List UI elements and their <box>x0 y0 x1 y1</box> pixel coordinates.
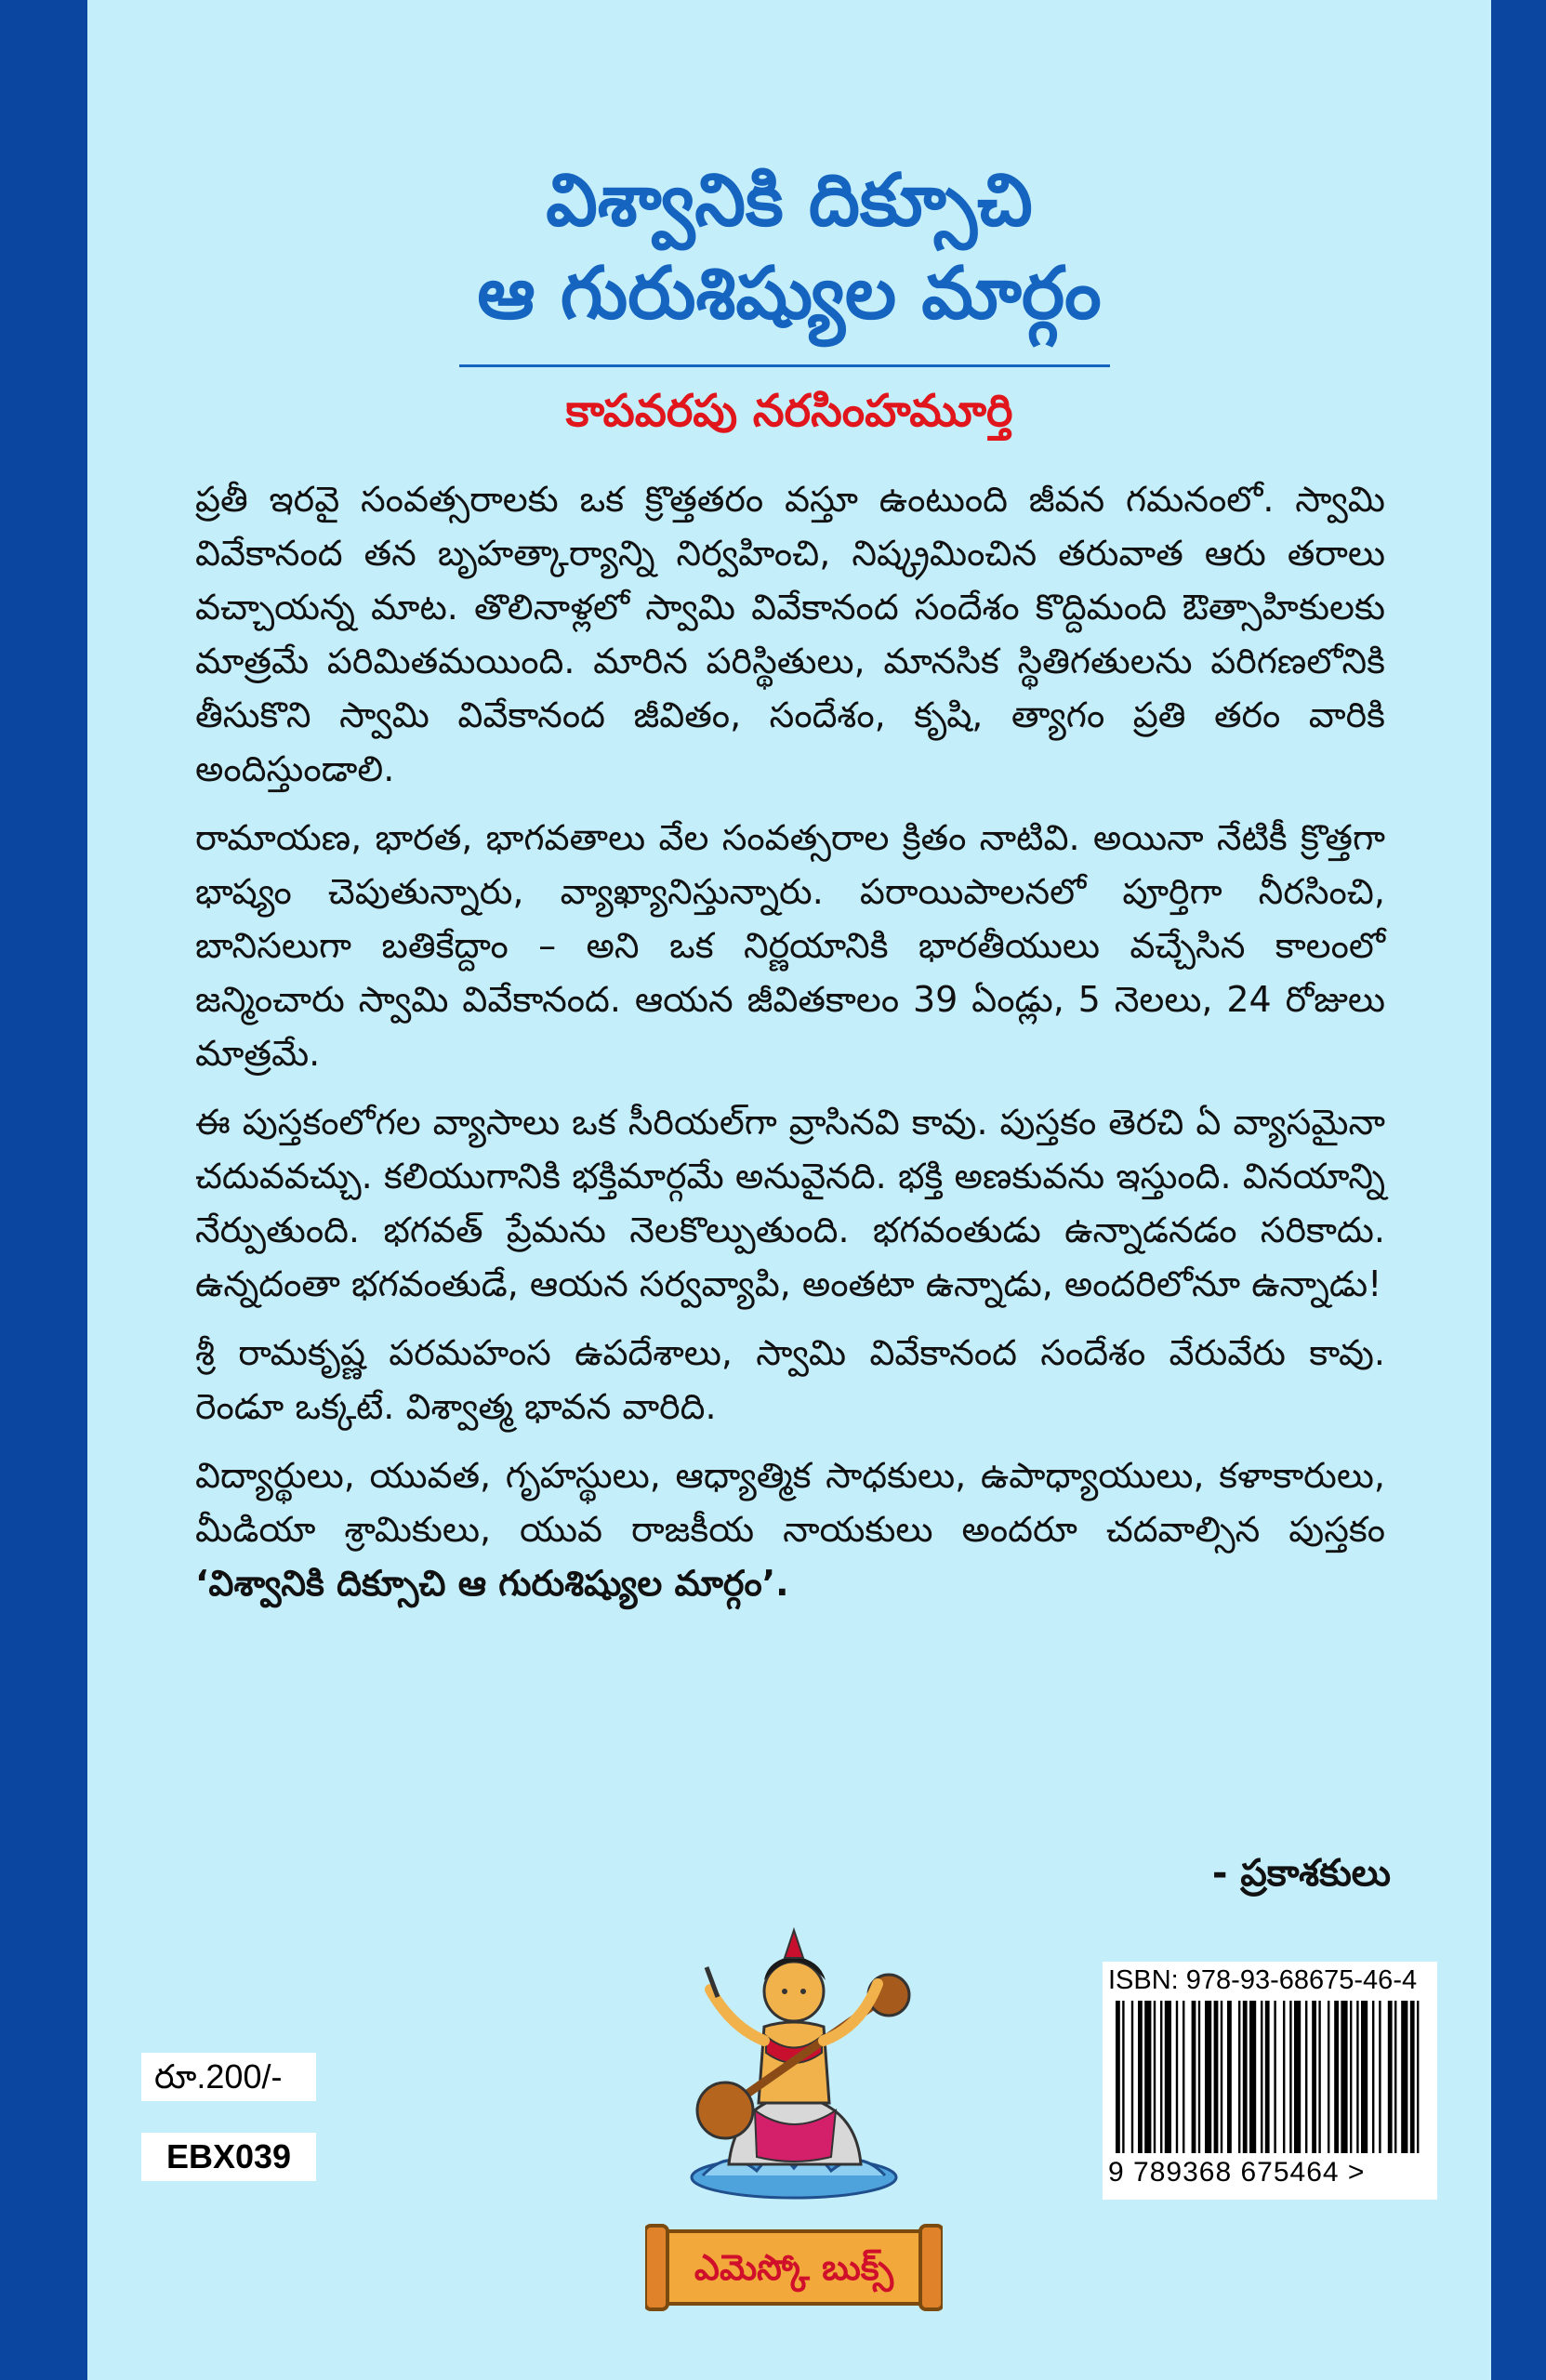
barcode-bar <box>1312 2001 1316 2153</box>
barcode-bar <box>1388 2001 1393 2153</box>
barcode-bar <box>1294 2001 1301 2153</box>
barcode-bar <box>1243 2001 1248 2153</box>
barcode-bar <box>1341 2001 1347 2153</box>
barcode-digits: 9 789368 675464 > <box>1108 2157 1366 2188</box>
barcode-bar <box>1261 2001 1262 2153</box>
barcode-bar <box>1356 2001 1358 2153</box>
blurb-paragraph-2: రామాయణ, భారత, భాగవతాలు వేల సంవత్సరాల క్రితం నాటివి. అయినా నేటికీ క్రొత్తగా భాష్యం చెపుతున్నారు, వ్యాఖ్యానిస్తున్నారు. పరాయిపాలనలో పూర్తిగా నీరసించి, బానిసలుగా బతికేద్దాం – అని ఒక నిర్ణయానికి భారతీయులు వచ్చేసిన కాలంలో జన్మించారు స్వామి వివేకానంద. ఆయన జీవితకాలం 39 ఏండ్లు, 5 నెలలు, 24 రోజులు మాత్రమే. <box>195 817 1385 1074</box>
saraswati-logo-icon <box>645 1887 943 2315</box>
publisher-signature: - ప్రకాశకులు <box>1211 1852 1391 1895</box>
barcode-bar <box>1334 2001 1339 2153</box>
barcode-bar <box>1328 2001 1329 2153</box>
barcode-bar <box>1410 2001 1415 2153</box>
barcode-bar <box>1283 2001 1285 2153</box>
barcode-bar <box>1176 2001 1178 2153</box>
barcode-bar <box>1144 2001 1151 2153</box>
barcode-bar <box>1318 2001 1320 2153</box>
barcode-bar <box>1221 2001 1222 2153</box>
barcode-bar <box>1198 2001 1200 2153</box>
barcode-bar <box>1379 2001 1381 2153</box>
barcode-bar <box>1122 2001 1124 2153</box>
barcode-bar <box>1205 2001 1211 2153</box>
blurb-paragraph-1: ప్రతీ ఇరవై సంవత్సరాలకు ఒక క్రొత్తతరం వస్తూ ఉంటుంది జీవన గమనంలో. స్వామి వివేకానంద తన బృహత్కార్యాన్ని నిర్వహించి, నిష్క్రమించిన తరువాత ఆరు తరాలు వచ్చాయన్న మాట. తొలినాళ్లలో స్వామి వివేకానంద సందేశం కొద్దిమంది ఔత్సాహికులకు మాత్రమే పరిమితమయింది. మారిన పరిస్థితులు, మానసిక స్థితిగతులను పరిగణలోనికి తీసుకొని స్వామి వివేకానంద జీవితం, సందేశం, కృషి, త్యాగం ప్రతి తరం వారికి అందిస్తుండాలి. <box>195 479 1385 789</box>
barcode-bar <box>1372 2001 1374 2153</box>
barcode-icon <box>1112 2001 1428 2155</box>
book-title-line2: ఆ గురుశిష్యుల మార్గం <box>477 252 1102 336</box>
barcode-bar <box>1249 2001 1256 2153</box>
publisher-logo-text: ఎమెస్కో బుక్స్ <box>694 2247 894 2288</box>
barcode-bar <box>1265 2001 1270 2153</box>
barcode-bar <box>1131 2001 1133 2153</box>
barcode-bar <box>1238 2001 1240 2153</box>
back-cover-panel <box>87 0 1491 2380</box>
barcode-bar <box>1289 2001 1291 2153</box>
blurb-text <box>195 472 1385 1625</box>
barcode-bar <box>1401 2001 1407 2153</box>
barcode-bar <box>1165 2001 1171 2153</box>
barcode-bar <box>1183 2001 1184 2153</box>
blurb-paragraph-5 <box>195 1448 1385 1610</box>
title-divider <box>459 364 1110 367</box>
product-code: EBX039 <box>141 2133 316 2181</box>
barcode-bar <box>1192 2001 1196 2153</box>
blurb-book-title-bold: ‘విశ్వానికి దిక్సూచి ఆ గురుశిష్యుల మార్గం’. <box>195 1563 789 1604</box>
barcode-bar <box>1350 2001 1352 2153</box>
barcode-bar <box>1154 2001 1156 2153</box>
barcode-bar <box>1116 2001 1120 2153</box>
barcode-bar <box>1138 2001 1143 2153</box>
barcode-bar <box>1160 2001 1162 2153</box>
author-name: కాపవరపు నరసింహమూర్తి <box>565 385 1013 437</box>
blurb-paragraph-4: శ్రీ రామకృష్ణ పరమహంస ఉపదేశాలు, స్వామి వివేకానంద సందేశం వేరువేరు కావు. రెండూ ఒక్కటే. విశ్వాత్మ భావన వారిది. <box>195 1332 1385 1427</box>
barcode-bar <box>1305 2001 1307 2153</box>
blurb-paragraph-3: ఈ పుస్తకంలోగల వ్యాసాలు ఒక సీరియల్‌గా వ్రాసినవి కావు. పుస్తకం తెరచి ఏ వ్యాసమైనా చదువవచ్చు. కలియుగానికి భక్తిమార్గమే అనువైనది. భక్తి అణకువను ఇస్తుంది. వినయాన్ని నేర్పుతుంది. భగవత్ ప్రేమను నెలకొల్పుతుంది. భగవంతుడు ఉన్నాడనడం సరికాదు. ఉన్నదంతా భగవంతుడే, ఆయన సర్వవ్యాపి, అంతటా ఉన్నాడు, అందరిలోనూ ఉన్నాడు! <box>195 1102 1385 1304</box>
barcode-bar <box>1274 2001 1275 2153</box>
price-label: రూ.200/- <box>141 2053 316 2101</box>
book-title-line1: విశ్వానికి దిక్సూచి <box>546 159 1033 243</box>
barcode-bar <box>1394 2001 1396 2153</box>
barcode-bar <box>1417 2001 1419 2153</box>
barcode-bar <box>1214 2001 1219 2153</box>
blurb-paragraph-5-text: విద్యార్థులు, యువత, గృహస్థులు, ఆధ్యాత్మిక సాధకులు, ఉపాధ్యాయులు, కళాకారులు, మీడియా శ్రామికులు, యువ రాజకీయ నాయకులు అందరూ చదవాల్సిన పుస్తకం <box>195 1455 1385 1550</box>
barcode-panel <box>1103 1962 1437 2200</box>
barcode-bar <box>1361 2001 1368 2153</box>
isbn-label: ISBN: 978-93-68675-46-4 <box>1108 1965 1418 1995</box>
barcode-bar <box>1227 2001 1232 2153</box>
